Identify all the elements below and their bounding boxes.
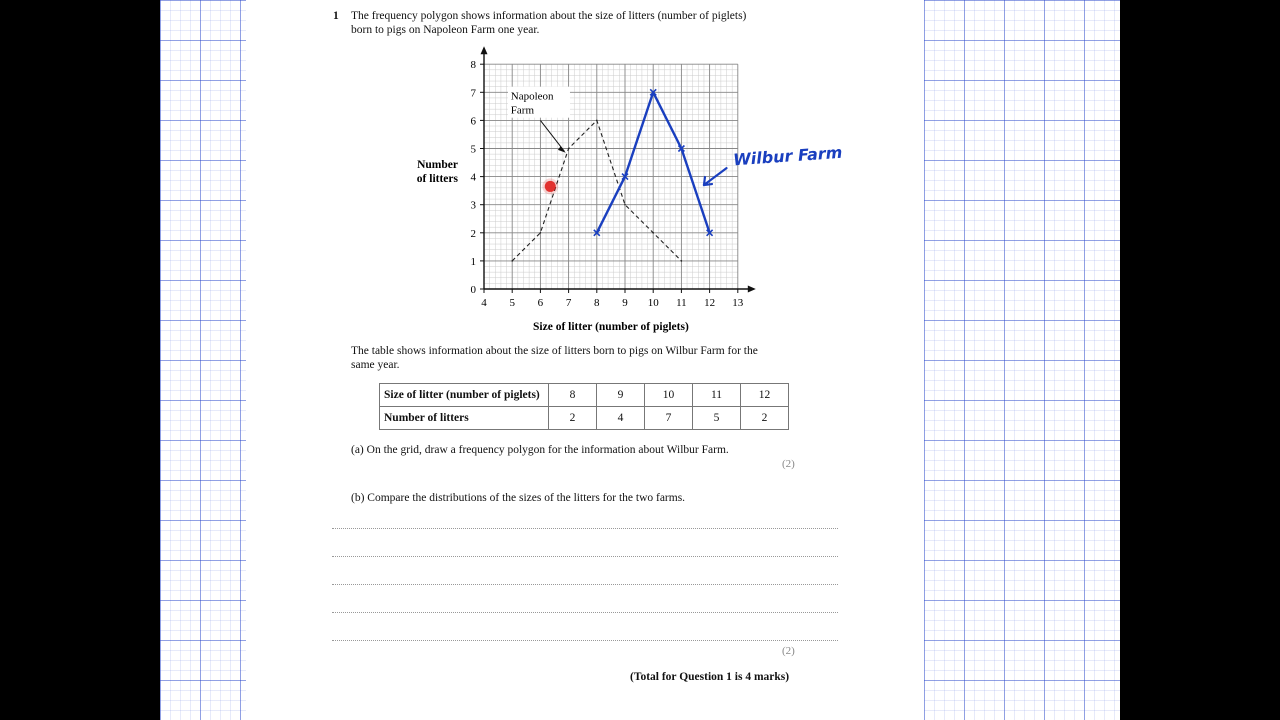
wilbur-farm-table [379, 383, 789, 430]
x-tick-label: 10 [647, 297, 659, 309]
answer-line[interactable] [332, 556, 838, 557]
napoleon-farm-point [681, 260, 683, 262]
y-tick-label: 7 [470, 87, 476, 100]
y-tick-label: 2 [470, 227, 476, 240]
table-row-label: Size of litter (number of piglets) [380, 384, 549, 407]
table-cell: 2 [549, 407, 597, 430]
table-row [380, 407, 789, 430]
napoleon-farm-point [652, 232, 654, 234]
x-tick-label: 13 [732, 297, 744, 309]
part-b-text: (b) Compare the distributions of the sizes of the litters for the two farms. [351, 492, 686, 504]
x-axis-arrow-icon [748, 286, 756, 293]
x-tick-label: 6 [537, 297, 544, 309]
part-b-marks: (2) [782, 645, 795, 657]
left-grid-paper-margin [160, 0, 246, 720]
part-a-text: (a) On the grid, draw a frequency polygon for the information about Wilbur Farm. [351, 444, 729, 456]
table-cell: 8 [549, 384, 597, 407]
answer-line[interactable] [332, 528, 838, 529]
right-grid-paper-margin [924, 0, 1120, 720]
x-tick-label: 9 [622, 297, 628, 309]
table-intro-line-2: same year. [351, 359, 400, 371]
table-cell: 7 [645, 407, 693, 430]
napoleon-farm-point [568, 148, 570, 150]
y-axis-label-line-2: of litters [416, 173, 458, 186]
y-tick-label: 4 [470, 171, 476, 184]
table-cell: 12 [741, 384, 789, 407]
x-tick-label: 11 [676, 297, 687, 309]
y-tick-label: 5 [470, 143, 476, 156]
napoleon-farm-point [624, 204, 626, 206]
napoleon-label-line-1: Napoleon [510, 90, 554, 103]
table-cell: 5 [693, 407, 741, 430]
y-tick-label: 1 [470, 255, 476, 268]
table-cell: 10 [645, 384, 693, 407]
x-axis-label: Size of litter (number of piglets) [533, 321, 689, 333]
table-cell: 11 [693, 384, 741, 407]
answer-line[interactable] [332, 584, 838, 585]
y-tick-label: 0 [470, 284, 476, 296]
question-total: (Total for Question 1 is 4 marks) [630, 671, 790, 683]
x-tick-label: 8 [594, 297, 600, 309]
y-tick-label: 6 [470, 115, 476, 128]
y-axis-label-line-1: Number [417, 159, 458, 172]
y-axis-arrow-icon [481, 46, 488, 54]
exam-page [246, 0, 924, 720]
x-tick-label: 5 [509, 297, 515, 309]
chart-axes [481, 46, 756, 292]
question-number: 1 [333, 10, 339, 22]
table-cell: 9 [597, 384, 645, 407]
intro-line-2: born to pigs on Napoleon Farm one year. [351, 24, 540, 36]
intro-line-1: The frequency polygon shows information about the size of litters (number of piglets) [351, 10, 747, 22]
table-row [380, 384, 789, 407]
x-tick-label: 12 [704, 297, 716, 309]
napoleon-farm-point [511, 260, 513, 262]
part-a-marks: (2) [782, 458, 795, 470]
y-tick-label: 8 [470, 59, 476, 72]
wilbur-handwritten-annotation: Wilbur Farm [732, 142, 843, 170]
napoleon-farm-point [540, 232, 542, 234]
table-intro-line-1: The table shows information about the size of litters born to pigs on Wilbur Farm for the [351, 345, 758, 357]
napoleon-label-line-2: Farm [510, 104, 535, 117]
red-pointer-glow-icon [542, 178, 558, 194]
answer-line[interactable] [332, 640, 838, 641]
answer-line[interactable] [332, 612, 838, 613]
y-tick-label: 3 [470, 199, 476, 212]
table-row-label: Number of litters [380, 407, 549, 430]
table-cell: 4 [597, 407, 645, 430]
x-tick-label: 4 [481, 297, 487, 309]
napoleon-farm-point [596, 120, 598, 122]
x-tick-label: 7 [565, 297, 572, 309]
table-cell: 2 [741, 407, 789, 430]
frequency-polygon-chart[interactable] [246, 0, 924, 345]
